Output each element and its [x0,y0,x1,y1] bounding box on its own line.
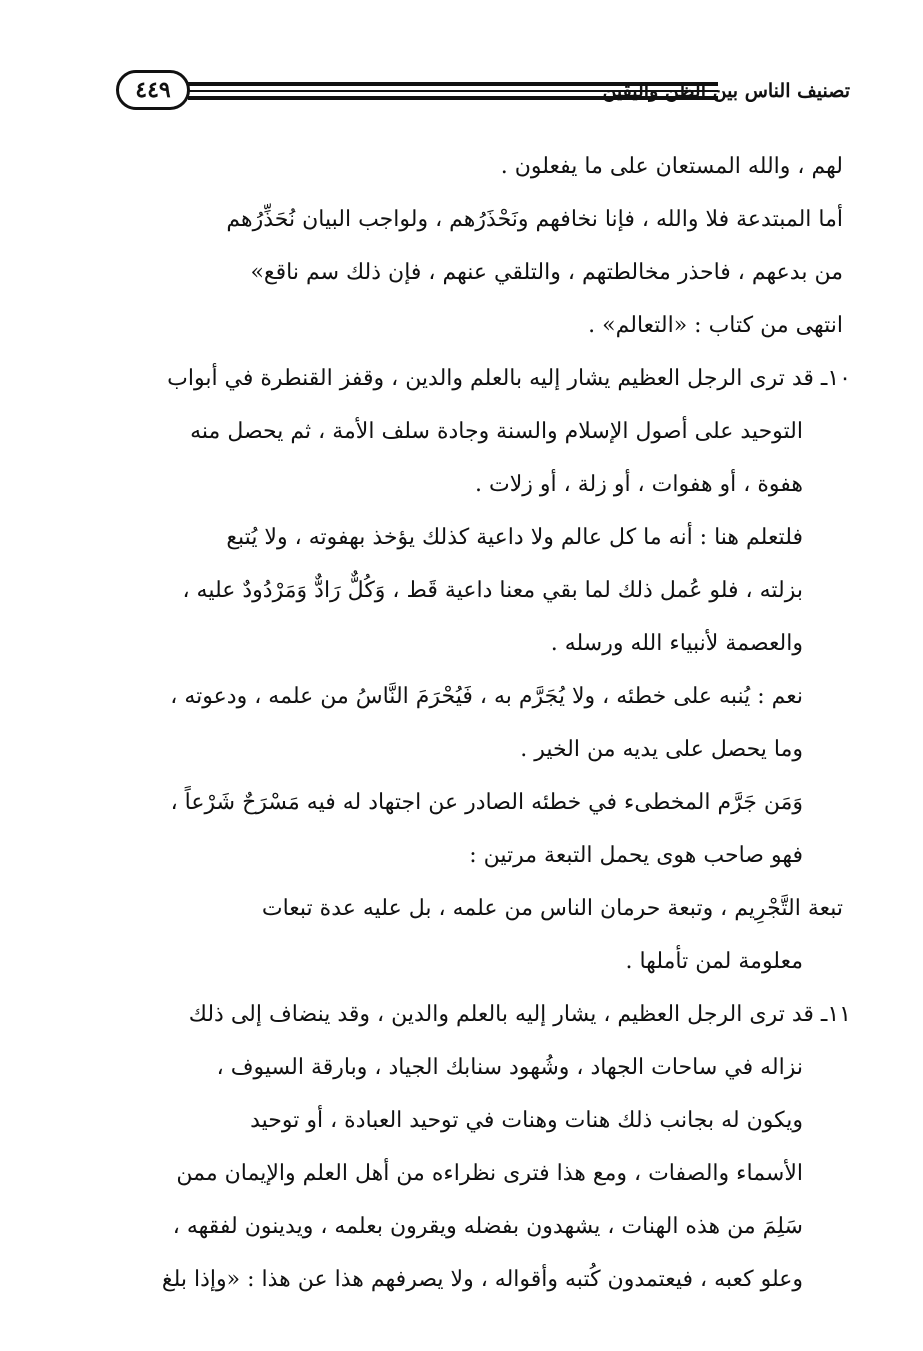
text-line: نعم : يُنبه على خطئه ، ولا يُجَرَّم به ، فَيُحْرَمَ النَّاسُ من علمه ، ودعوته ، [170,684,803,709]
page-header [110,66,850,110]
text-line: فلتعلم هنا : أنه ما كل عالم ولا داعية كذلك يؤخذ بهفوته ، ولا يُتبع [226,525,803,550]
text-line: وما يحصل على يديه من الخير . [520,737,803,762]
text-line: الأسماء والصفات ، ومع هذا فترى نظراءه من أهل العلم والإيمان ممن [176,1161,803,1186]
text-line: سَلِمَ من هذه الهنات ، يشهدون بفضله ويقرون بعلمه ، ويدينون لفقهه ، [172,1214,803,1239]
text-line: معلومة لمن تأملها . [625,949,803,974]
text-line: ويكون له بجانب ذلك هنات وهنات في توحيد العبادة ، أو توحيد [250,1108,803,1133]
text-line: والعصمة لأنبياء الله ورسله . [550,631,803,656]
numbered-paragraph-start: ١٠ـ قد ترى الرجل العظيم يشار إليه بالعلم والدين ، وقفز القنطرة في أبواب [167,366,851,391]
text-line: بزلته ، فلو عُمل ذلك لما بقي معنا داعية قَط ، وَكُلٌّ رَادٌّ وَمَرْدُودٌ عليه ، [182,578,803,603]
text-line: وَمَن جَرَّم المخطىء في خطئه الصادر عن اجتهاد له فيه مَسْرَحٌ شَرْعاً ، [170,790,803,815]
text-line: نزاله في ساحات الجهاد ، وشُهود سنابك الجياد ، وبارقة السيوف ، [216,1055,803,1080]
running-book-title: تصنيف الناس بين الظن واليقين [602,80,850,102]
numbered-paragraph-start: ١١ـ قد ترى الرجل العظيم ، يشار إليه بالعلم والدين ، وقد ينضاف إلى ذلك [188,1002,851,1027]
text-line: انتهى من كتاب : «التعالم» . [588,313,843,338]
text-line: التوحيد على أصول الإسلام والسنة وجادة سلف الأمة ، ثم يحصل منه [190,419,803,444]
text-line: فهو صاحب هوى يحمل التبعة مرتين : [469,843,803,868]
text-line: وعلو كعبه ، فيعتمدون كُتبه وأقواله ، ولا يصرفهم هذا عن هذا : «وإذا بلغ [161,1267,803,1292]
text-line: هفوة ، أو هفوات ، أو زلة ، أو زلات . [475,472,803,497]
page-number-badge: ٤٤٩ [116,70,190,110]
text-line: لهم ، والله المستعان على ما يفعلون . [500,154,843,179]
text-line: تبعة التَّجْرِيم ، وتبعة حرمان الناس من علمه ، بل عليه عدة تبعات [261,896,843,921]
text-line: أما المبتدعة فلا والله ، فإنا نخافهم ونَحْذَرُهم ، ولواجب البيان نُحَذِّرُهم [226,207,843,232]
page-body-text [133,140,851,1306]
text-line: من بدعهم ، فاحذر مخالطتهم ، والتلقي عنهم ، فإن ذلك سم ناقع» [250,260,843,285]
